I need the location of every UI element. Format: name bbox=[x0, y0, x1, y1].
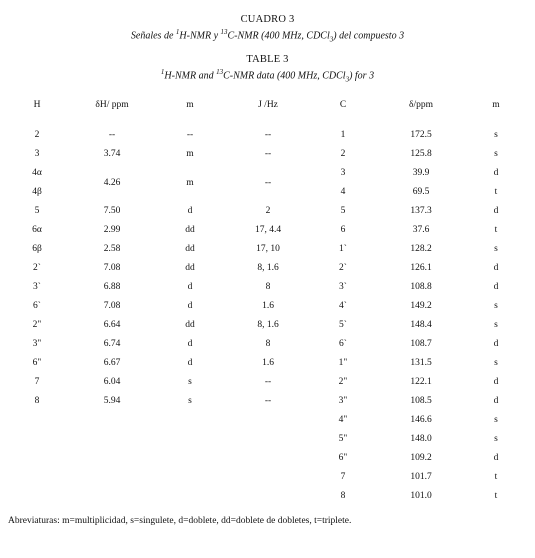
right-table-cell: 148.4 bbox=[410, 320, 432, 330]
right-table-cell: 4` bbox=[339, 301, 347, 311]
right-table-cell: d bbox=[493, 263, 499, 273]
left-table-cell: m bbox=[186, 149, 194, 159]
abbreviations-footnote: Abreviaturas: m=multiplicidad, s=singulete, d=doblete, dd=doblete de dobletes, t=triplete. bbox=[8, 516, 352, 526]
right-col-header: C bbox=[339, 100, 347, 110]
left-table-cell: d bbox=[187, 206, 193, 216]
right-table-cell: d bbox=[493, 282, 499, 292]
left-table-cell: 7.08 bbox=[103, 301, 121, 311]
right-table-cell: 3" bbox=[338, 396, 348, 406]
caption-es-heading: CUADRO 3 bbox=[240, 14, 295, 25]
left-table-cell: 3` bbox=[33, 282, 41, 292]
right-table-cell: s bbox=[494, 320, 498, 330]
right-col-header: δ/ppm bbox=[408, 100, 434, 110]
left-table-cell: 6.67 bbox=[103, 358, 121, 368]
left-table-cell: -- bbox=[264, 177, 272, 188]
left-table-cell: 6.88 bbox=[103, 282, 121, 292]
right-table-cell: 8 bbox=[340, 491, 346, 501]
right-table-cell: 2` bbox=[339, 263, 347, 273]
right-table-cell: 3` bbox=[339, 282, 347, 292]
right-table-cell: 172.5 bbox=[410, 130, 432, 140]
right-table-cell: t bbox=[494, 225, 498, 235]
right-table-cell: 37.6 bbox=[412, 225, 430, 235]
left-col-header: H bbox=[33, 100, 41, 110]
left-table-cell: 8, 1.6 bbox=[257, 263, 279, 273]
right-table-cell: 1 bbox=[340, 130, 346, 140]
right-table-cell: 128.2 bbox=[410, 244, 432, 254]
left-table-cell: 4α bbox=[32, 168, 42, 178]
right-table-cell: 126.1 bbox=[410, 263, 432, 273]
right-table-cell: 2 bbox=[340, 149, 346, 159]
left-table-cell: m bbox=[186, 177, 194, 188]
right-table-cell: 4" bbox=[338, 415, 348, 425]
right-table-cell: 5` bbox=[339, 320, 347, 330]
left-table-cell: 2.99 bbox=[103, 225, 121, 235]
right-col-header: m bbox=[492, 100, 500, 110]
right-table-cell: d bbox=[493, 377, 499, 387]
right-table-cell: 148.0 bbox=[410, 434, 432, 444]
left-table-cell: 5.94 bbox=[103, 396, 121, 406]
left-table-cell: 5 bbox=[34, 206, 40, 216]
left-table-cell: 3 bbox=[34, 149, 40, 159]
left-table-cell: dd bbox=[185, 225, 195, 235]
left-table-cell: -- bbox=[264, 130, 272, 140]
right-table-cell: 6 bbox=[340, 225, 346, 235]
caption-es-subtitle: Señales de $^1$H-NMR y $^{13}$C-NMR (400 MHz, CDCl$_3$) del compuesto 3 bbox=[130, 28, 405, 44]
left-table-cell: -- bbox=[108, 130, 116, 140]
left-table-cell: 4β bbox=[32, 187, 42, 197]
left-col-header: J /Hz bbox=[258, 100, 278, 110]
left-table-cell: d bbox=[187, 282, 193, 292]
left-table-cell: -- bbox=[264, 377, 272, 387]
left-table-cell: dd bbox=[185, 320, 195, 330]
left-table-cell: 17, 4.4 bbox=[254, 225, 282, 235]
right-table-cell: d bbox=[493, 339, 499, 349]
right-table-cell: 149.2 bbox=[410, 301, 432, 311]
left-table-cell: dd bbox=[185, 263, 195, 273]
right-table-cell: 39.9 bbox=[412, 168, 430, 178]
left-table-cell: 6β bbox=[32, 244, 42, 254]
left-table-cell: 3.74 bbox=[103, 149, 121, 159]
left-table-cell: 2.58 bbox=[103, 244, 121, 254]
right-table-cell: d bbox=[493, 396, 499, 406]
right-table-cell: s bbox=[494, 434, 498, 444]
right-table-cell: d bbox=[493, 206, 499, 216]
left-table-cell: 6.74 bbox=[103, 339, 121, 349]
right-table-cell: t bbox=[494, 187, 498, 197]
right-table-cell: 131.5 bbox=[410, 358, 432, 368]
right-table-cell: 3 bbox=[340, 168, 346, 178]
left-table-cell: 17, 10 bbox=[256, 244, 280, 254]
left-table-cell: d bbox=[187, 301, 193, 311]
right-table-cell: 6" bbox=[338, 453, 348, 463]
left-table-cell: 6α bbox=[32, 225, 42, 235]
left-col-header: m bbox=[186, 100, 194, 110]
left-table-cell: 7.50 bbox=[103, 206, 121, 216]
right-table-cell: s bbox=[494, 301, 498, 311]
left-table-cell: 2` bbox=[33, 263, 41, 273]
right-table-cell: d bbox=[493, 168, 499, 178]
right-table-cell: 7 bbox=[340, 472, 346, 482]
right-table-cell: t bbox=[494, 491, 498, 501]
right-table-cell: s bbox=[494, 244, 498, 254]
right-table-cell: s bbox=[494, 415, 498, 425]
right-table-cell: 1" bbox=[338, 358, 348, 368]
right-table-cell: s bbox=[494, 358, 498, 368]
right-table-cell: s bbox=[494, 130, 498, 140]
right-table-cell: 146.6 bbox=[410, 415, 432, 425]
left-table-cell: s bbox=[188, 396, 192, 406]
left-table-cell: 1.6 bbox=[262, 358, 274, 368]
right-table-cell: s bbox=[494, 149, 498, 159]
right-table-cell: 4 bbox=[340, 187, 346, 197]
left-col-header: δH/ ppm bbox=[95, 100, 129, 110]
right-table-cell: 125.8 bbox=[410, 149, 432, 159]
right-table-cell: 2" bbox=[338, 377, 348, 387]
left-table-cell: 7.08 bbox=[103, 263, 121, 273]
left-table-cell: 2 bbox=[34, 130, 40, 140]
left-table-cell: 8, 1.6 bbox=[257, 320, 279, 330]
right-table-cell: 108.5 bbox=[410, 396, 432, 406]
left-table-cell: -- bbox=[264, 149, 272, 159]
left-table-cell: d bbox=[187, 339, 193, 349]
left-table-cell: s bbox=[188, 377, 192, 387]
left-table-cell: -- bbox=[186, 130, 194, 140]
left-table-cell: 3" bbox=[32, 339, 42, 349]
right-table-cell: 109.2 bbox=[410, 453, 432, 463]
caption-en-heading: TABLE 3 bbox=[246, 54, 289, 65]
left-table-cell: 4.26 bbox=[103, 177, 121, 188]
right-table-cell: 1` bbox=[339, 244, 347, 254]
left-table-cell: 6.04 bbox=[103, 377, 121, 387]
left-table-cell: dd bbox=[185, 244, 195, 254]
left-table-cell: 8 bbox=[265, 282, 271, 292]
right-table-cell: 101.0 bbox=[410, 491, 432, 501]
left-table-cell: 8 bbox=[265, 339, 271, 349]
right-table-cell: 137.3 bbox=[410, 206, 432, 216]
left-table-cell: 8 bbox=[34, 396, 40, 406]
left-table-cell: d bbox=[187, 358, 193, 368]
caption-en-subtitle: $^1$H-NMR and $^{13}$C-NMR data (400 MHz, CDCl$_3$) for 3 bbox=[160, 68, 375, 84]
right-table-cell: 5" bbox=[338, 434, 348, 444]
right-table-cell: 5 bbox=[340, 206, 346, 216]
left-table-cell: -- bbox=[264, 396, 272, 406]
left-table-cell: 6.64 bbox=[103, 320, 121, 330]
right-table-cell: 108.8 bbox=[410, 282, 432, 292]
left-table-cell: 2" bbox=[32, 320, 42, 330]
right-table-cell: t bbox=[494, 472, 498, 482]
left-table-cell: 6` bbox=[33, 301, 41, 311]
right-table-cell: 69.5 bbox=[412, 187, 430, 197]
right-table-cell: 101.7 bbox=[410, 472, 432, 482]
left-table-cell: 7 bbox=[34, 377, 40, 387]
right-table-cell: 122.1 bbox=[410, 377, 432, 387]
left-table-cell: 6" bbox=[32, 358, 42, 368]
left-table-cell: 2 bbox=[265, 206, 271, 216]
right-table-cell: d bbox=[493, 453, 499, 463]
right-table-cell: 108.7 bbox=[410, 339, 432, 349]
right-table-cell: 6` bbox=[339, 339, 347, 349]
left-table-cell: 1.6 bbox=[262, 301, 274, 311]
